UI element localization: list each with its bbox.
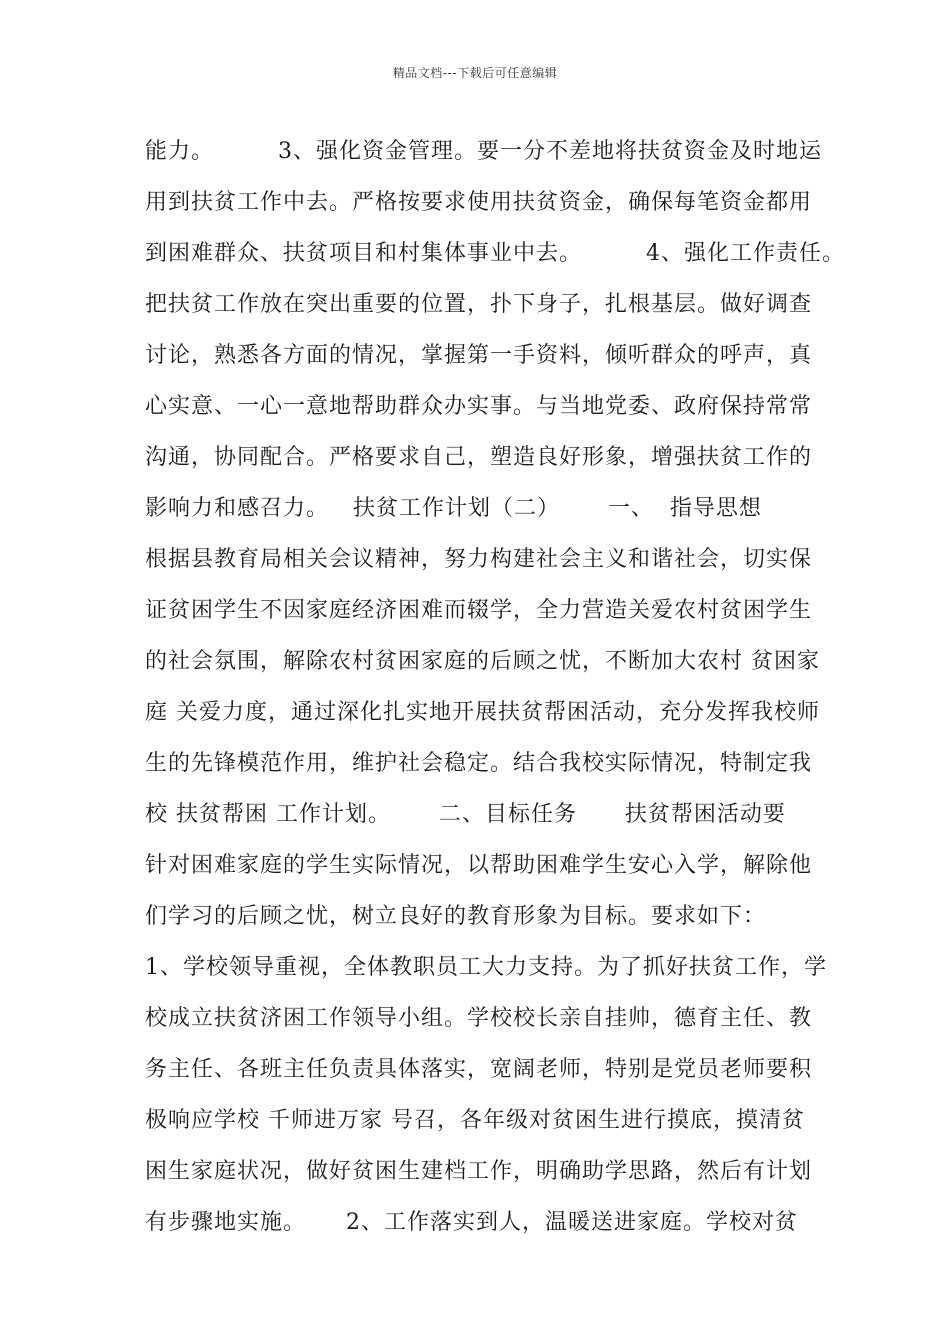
text-line: 困生家庭状况，做好贫困生建档工作，明确助学思路，然后有计划 bbox=[145, 1159, 813, 1184]
text-line: 针对困难家庭的学生实际情况，以帮助困难学生安心入学，解除他 bbox=[145, 853, 813, 878]
page-header: 精品文档---下载后可任意编辑 bbox=[392, 66, 558, 80]
text-line: 校 扶贫帮困 工作计划。 二、目标任务 扶贫帮困活动要 bbox=[145, 802, 786, 827]
text-line: 的社会氛围，解除农村贫困家庭的后顾之忧，不断加大农村 贫困家 bbox=[145, 649, 820, 674]
text-line: 心实意、一心一意地帮助群众办实事。与当地党委、政府保持常常 bbox=[145, 394, 813, 419]
text-line: 根据县教育局相关会议精神，努力构建社会主义和谐社会，切实保 bbox=[145, 547, 813, 572]
text-line: 到困难群众、扶贫项目和村集体事业中去。 4、强化工作责任。 bbox=[145, 241, 845, 266]
text-line: 务主任、各班主任负责具体落实，宽阔老师，特别是党员老师要积 bbox=[145, 1057, 813, 1082]
text-line: 生的先锋模范作用，维护社会稳定。结合我校实际情况，特制定我 bbox=[145, 751, 813, 776]
body-text bbox=[145, 130, 845, 1252]
text-line: 有步骤地实施。 2、工作落实到人，温暖送进家庭。学校对贫 bbox=[145, 1210, 798, 1235]
text-line: 能力。 3、强化资金管理。要一分不差地将扶贫资金及时地运 bbox=[145, 139, 822, 164]
text-line: 们学习的后顾之忧，树立良好的教育形象为目标。要求如下： bbox=[145, 904, 767, 929]
text-line: 把扶贫工作放在突出重要的位置，扑下身子，扎根基层。做好调查 bbox=[145, 292, 813, 317]
text-line: 用到扶贫工作中去。严格按要求使用扶贫资金，确保每笔资金都用 bbox=[145, 190, 813, 215]
text-line: 影响力和感召力。 扶贫工作计划（二） 一、 指导思想 bbox=[145, 496, 762, 521]
text-line: 校成立扶贫济困工作领导小组。学校校长亲自挂帅，德育主任、教 bbox=[145, 1006, 813, 1031]
text-line: 1、学校领导重视，全体教职员工大力支持。为了抓好扶贫工作，学 bbox=[145, 955, 827, 980]
text-line: 庭 关爱力度，通过深化扎实地开展扶贫帮困活动，充分发挥我校师 bbox=[145, 700, 820, 725]
text-line: 极响应学校 千师进万家 号召，各年级对贫困生进行摸底，摸清贫 bbox=[145, 1108, 805, 1133]
text-line: 证贫困学生不因家庭经济困难而辍学，全力营造关爱农村贫困学生 bbox=[145, 598, 813, 623]
text-line: 讨论，熟悉各方面的情况，掌握第一手资料，倾听群众的呼声，真 bbox=[145, 343, 813, 368]
text-line: 沟通，协同配合。严格要求自己，塑造良好形象，增强扶贫工作的 bbox=[145, 445, 813, 470]
